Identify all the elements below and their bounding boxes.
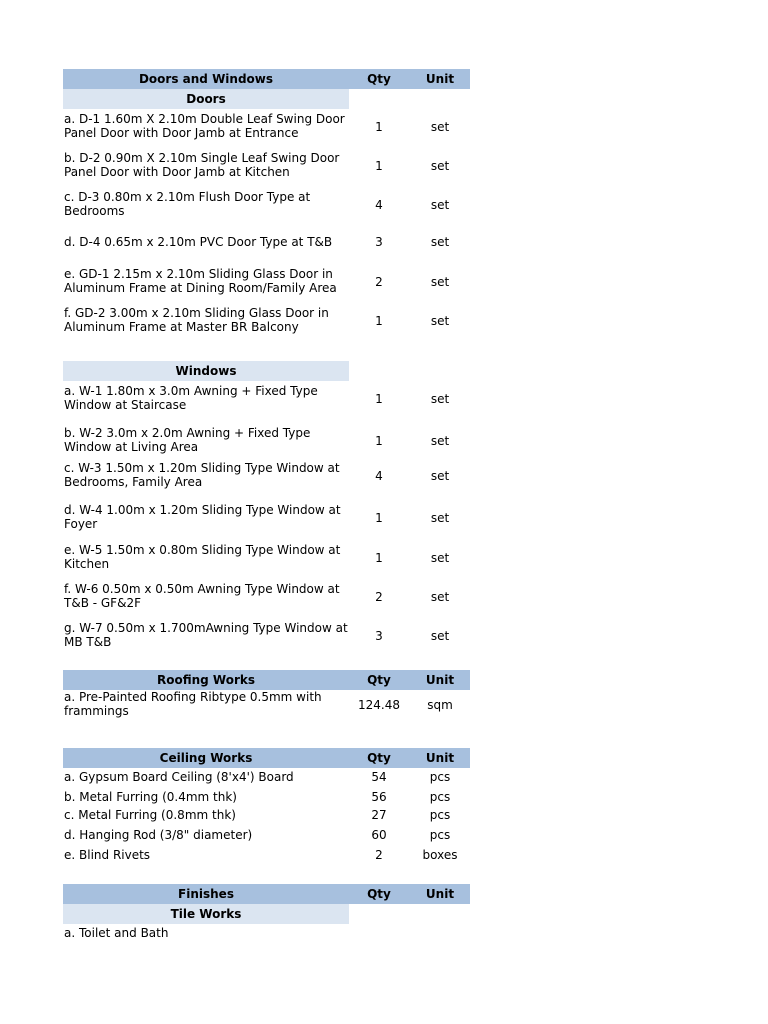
item-qty: 1 (375, 510, 383, 525)
item-unit: set (430, 589, 450, 604)
item-qty: 3 (375, 628, 383, 643)
item-unit: pcs (429, 828, 451, 842)
item-unit: set (430, 235, 450, 249)
item-description: e. GD-1 2.15m x 2.10m Sliding Glass Door in Aluminum Frame at Dining Room/Family Area (64, 267, 337, 295)
item-qty: 1 (375, 433, 383, 448)
item-qty: 1 (375, 550, 383, 565)
item-qty: 27 (371, 808, 387, 822)
item-qty: 4 (375, 197, 383, 212)
item-description: a. W-1 1.80m x 3.0m Awning + Fixed Type Window at Staircase (64, 384, 318, 412)
qty-column-header: Qty (367, 751, 391, 765)
item-description: b. D-2 0.90m X 2.10m Single Leaf Swing Door Panel Door with Door Jamb at Kitchen (64, 151, 340, 179)
item-qty: 124.48 (358, 697, 400, 712)
item-qty: 56 (371, 790, 387, 804)
item-qty: 2 (375, 589, 383, 604)
qty-column-header: Qty (367, 673, 391, 687)
item-description: c. Metal Furring (0.8mm thk) (64, 808, 236, 822)
item-unit: set (430, 197, 450, 212)
item-qty: 1 (375, 158, 383, 173)
item-qty: 60 (371, 828, 387, 842)
item-qty: 3 (375, 235, 383, 249)
section-title: Ceiling Works (159, 751, 253, 765)
unit-column-header: Unit (425, 887, 455, 901)
item-qty: 54 (371, 770, 387, 784)
item-unit: set (430, 468, 450, 483)
item-qty: 2 (375, 848, 383, 862)
item-qty: 1 (375, 391, 383, 406)
item-unit: set (430, 510, 450, 525)
item-description: d. Hanging Rod (3/8" diameter) (64, 828, 253, 842)
item-description: a. D-1 1.60m X 2.10m Double Leaf Swing Door Panel Door with Door Jamb at Entrance (64, 112, 345, 140)
item-unit: set (430, 433, 450, 448)
item-description: f. GD-2 3.00m x 2.10m Sliding Glass Door in Aluminum Frame at Master BR Balcony (64, 306, 329, 334)
item-unit: set (430, 391, 450, 406)
item-qty: 1 (375, 119, 383, 134)
item-description: c. D-3 0.80m x 2.10m Flush Door Type at Bedrooms (64, 190, 311, 218)
item-description: c. W-3 1.50m x 1.20m Sliding Type Window at Bedrooms, Family Area (64, 461, 340, 489)
item-description: g. W-7 0.50m x 1.700mAwning Type Window at MB T&B (64, 621, 348, 649)
subsection-title: Windows (175, 364, 237, 378)
item-unit: boxes (422, 848, 458, 862)
item-description: a. Gypsum Board Ceiling (8'x4') Board (64, 770, 294, 784)
item-description: b. Metal Furring (0.4mm thk) (64, 790, 237, 804)
section-title: Finishes (178, 887, 234, 901)
section-title: Roofing Works (156, 673, 256, 687)
item-unit: set (430, 628, 450, 643)
item-description: b. W-2 3.0m x 2.0m Awning + Fixed Type Window at Living Area (64, 426, 311, 454)
item-unit: set (430, 274, 450, 289)
item-description: e. W-5 1.50m x 0.80m Sliding Type Window at Kitchen (64, 543, 341, 571)
item-unit: pcs (429, 808, 451, 822)
item-unit: set (430, 158, 450, 173)
item-qty: 1 (375, 313, 383, 328)
qty-column-header: Qty (367, 887, 391, 901)
item-description: d. D-4 0.65m x 2.10m PVC Door Type at T&B (64, 235, 333, 249)
item-unit: set (430, 550, 450, 565)
item-unit: pcs (429, 790, 451, 804)
item-unit: pcs (429, 770, 451, 784)
item-unit: set (430, 119, 450, 134)
item-description: a. Pre-Painted Roofing Ribtype 0.5mm with frammings (64, 690, 322, 718)
unit-column-header: Unit (425, 72, 455, 86)
unit-column-header: Unit (425, 751, 455, 765)
qty-column-header: Qty (367, 72, 391, 86)
subsection-title: Tile Works (170, 907, 242, 921)
item-unit: set (430, 313, 450, 328)
subsection-title: Doors (186, 92, 226, 106)
item-qty: 2 (375, 274, 383, 289)
item-qty: 4 (375, 468, 383, 483)
item-description: f. W-6 0.50m x 0.50m Awning Type Window at T&B - GF&2F (64, 582, 340, 610)
unit-column-header: Unit (425, 673, 455, 687)
item-unit: sqm (427, 697, 453, 712)
item-description: a. Toilet and Bath (64, 926, 169, 940)
item-description: e. Blind Rivets (64, 848, 151, 862)
item-description: d. W-4 1.00m x 1.20m Sliding Type Window at Foyer (64, 503, 341, 531)
section-title: Doors and Windows (138, 72, 274, 86)
